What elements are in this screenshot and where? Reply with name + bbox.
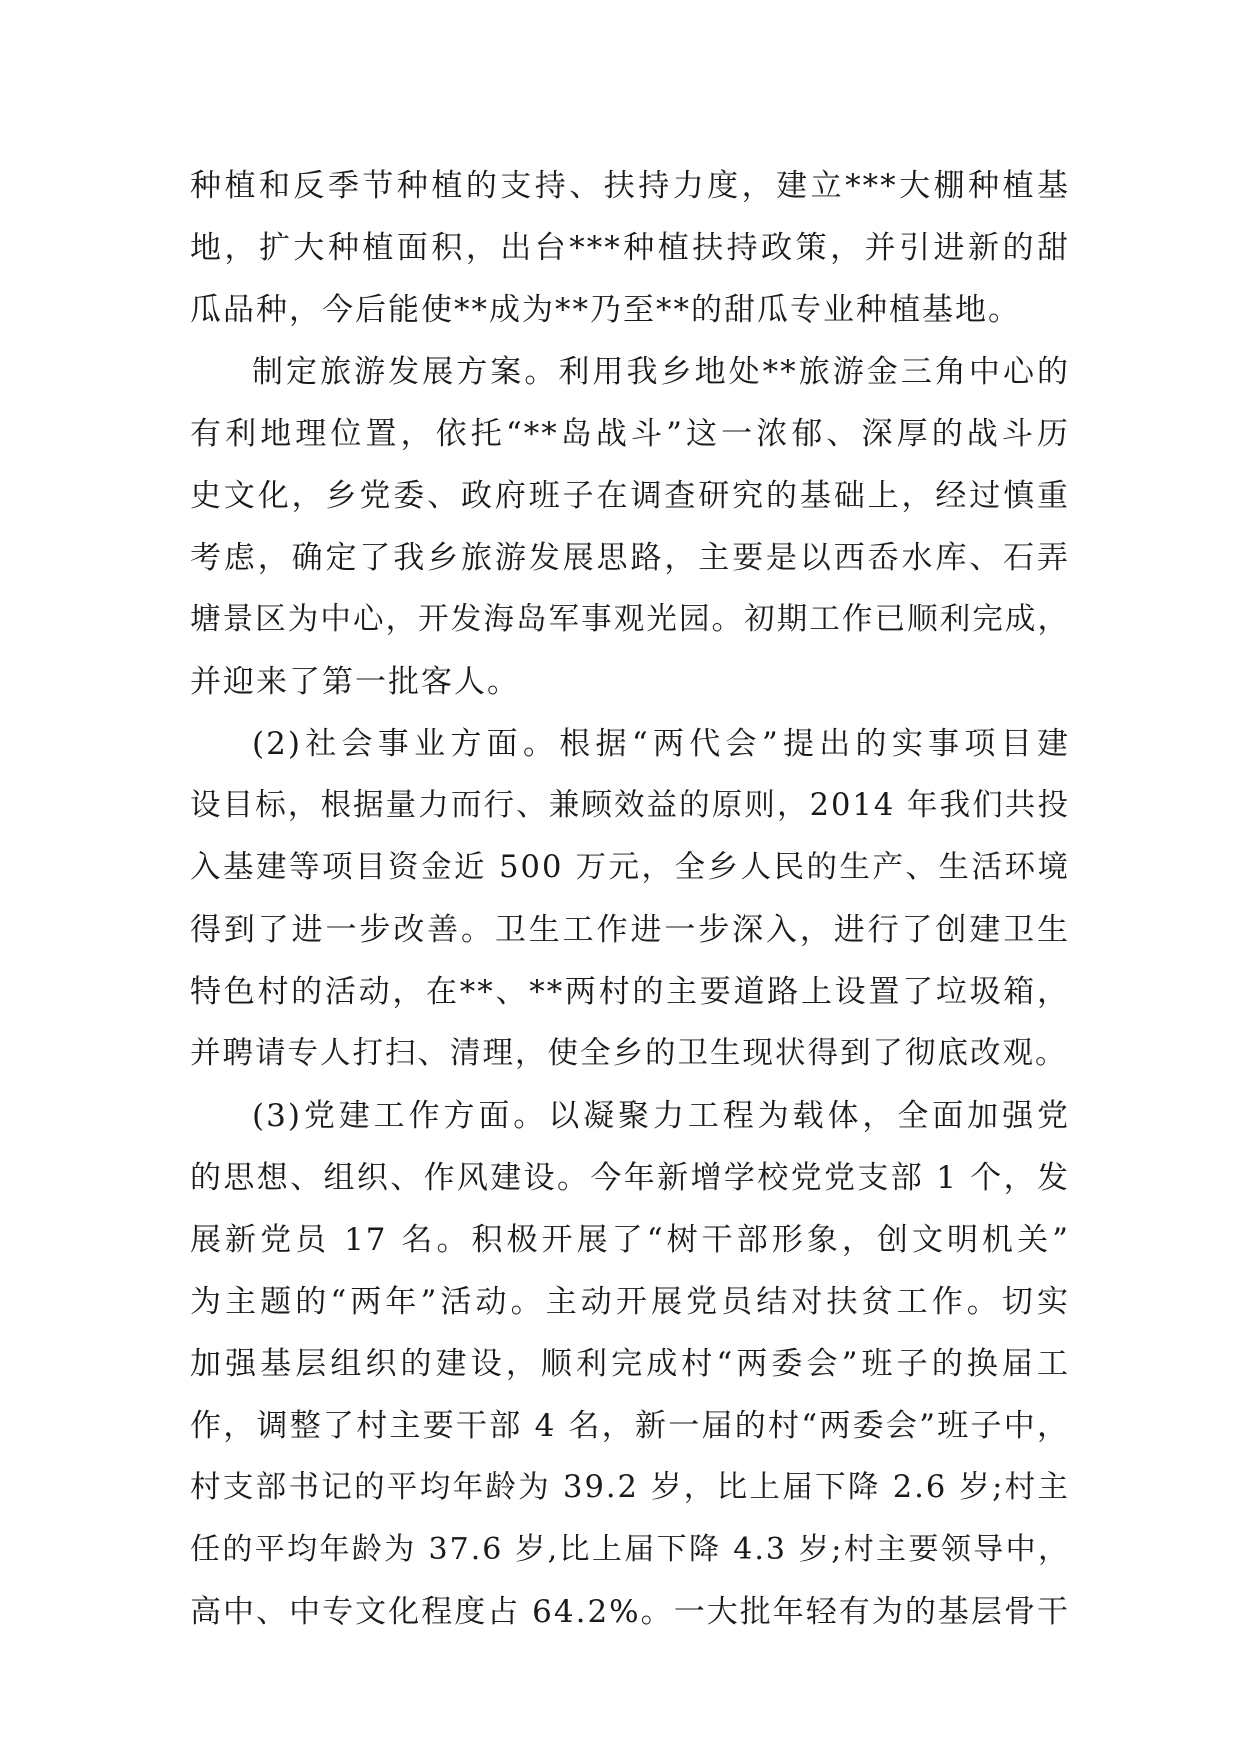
text-line: 瓜品种，今后能使**成为**乃至**的甜瓜专业种植基地。 xyxy=(190,292,1021,328)
text-line: 地，扩大种植面积，出台***种植扶持政策，并引进新的甜 xyxy=(190,230,1070,266)
document-body xyxy=(190,155,1070,1643)
text-line: 并聘请专人打扫、清理，使全乡的卫生现状得到了彻底改观。 xyxy=(190,1036,1068,1071)
text-line: (3)党建工作方面。以凝聚力工程为载体，全面加强党 xyxy=(252,1098,1070,1134)
text-line: 设目标，根据量力而行、兼顾效益的原则，2014 年我们共投 xyxy=(190,788,1070,823)
text-line: 塘景区为中心，开发海岛军事观光园。初期工作已顺利完成， xyxy=(190,602,1070,637)
text-line: 制定旅游发展方案。利用我乡地处**旅游金三角中心的 xyxy=(252,354,1070,390)
text-line: (2)社会事业方面。根据“两代会”提出的实事项目建 xyxy=(252,726,1070,762)
text-line: 任的平均年龄为 37.6 岁,比上届下降 4.3 岁;村主要领导中， xyxy=(190,1532,1070,1567)
text-line: 加强基层组织的建设，顺利完成村“两委会”班子的换届工 xyxy=(190,1346,1070,1382)
text-line: 史文化，乡党委、政府班子在调查研究的基础上，经过慎重 xyxy=(190,478,1070,514)
text-line: 考虑，确定了我乡旅游发展思路，主要是以西岙水库、石弄 xyxy=(190,540,1070,576)
text-line: 展新党员 17 名。积极开展了“树干部形象，创文明机关” xyxy=(190,1222,1070,1258)
text-line: 作，调整了村主要干部 4 名，新一届的村“两委会”班子中， xyxy=(190,1408,1070,1444)
text-line: 有利地理位置，依托“**岛战斗”这一浓郁、深厚的战斗历 xyxy=(190,416,1070,452)
text-line: 并迎来了第一批客人。 xyxy=(190,664,520,700)
text-line: 特色村的活动，在**、**两村的主要道路上设置了垃圾箱， xyxy=(190,974,1070,1010)
text-line: 的思想、组织、作风建设。今年新增学校党党支部 1 个，发 xyxy=(190,1160,1070,1196)
text-line: 高中、中专文化程度占 64.2%。一大批年轻有为的基层骨干 xyxy=(190,1594,1070,1630)
text-line: 村支部书记的平均年龄为 39.2 岁，比上届下降 2.6 岁;村主 xyxy=(190,1470,1070,1505)
text-line: 种植和反季节种植的支持、扶持力度，建立***大棚种植基 xyxy=(190,168,1070,204)
text-line: 得到了进一步改善。卫生工作进一步深入，进行了创建卫生 xyxy=(190,912,1070,948)
text-line: 为主题的“两年”活动。主动开展党员结对扶贫工作。切实 xyxy=(190,1284,1070,1320)
text-line: 入基建等项目资金近 500 万元，全乡人民的生产、生活环境 xyxy=(190,850,1070,885)
